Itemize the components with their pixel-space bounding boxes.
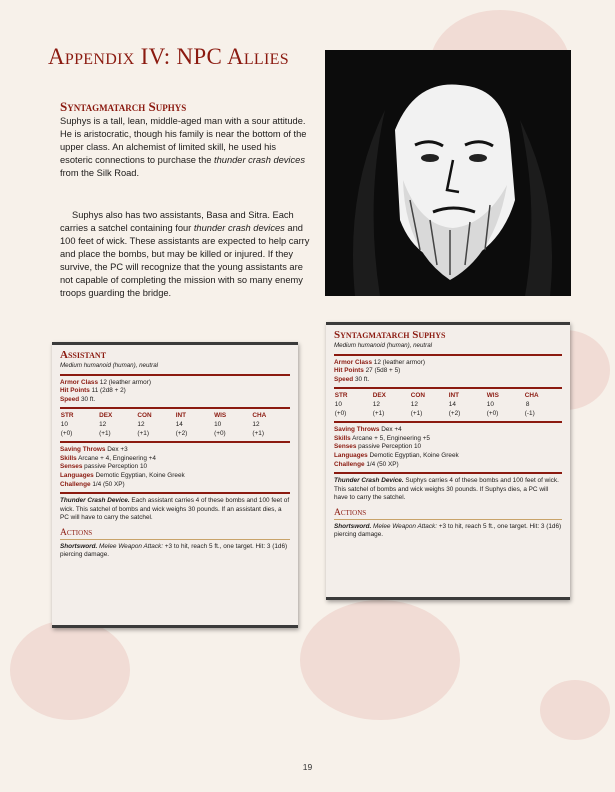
statblock-type: Medium humanoid (human), neutral <box>60 362 159 369</box>
actions-heading: Actions <box>60 529 290 540</box>
blood-stain-decoration <box>300 600 460 720</box>
section-title: Syntagmatarch Suphys <box>60 99 187 114</box>
speed: Speed 30 ft. <box>334 375 370 383</box>
hit-points: Hit Points 11 (2d8 + 2) <box>60 387 126 395</box>
suphys-portrait <box>325 50 571 296</box>
suphys-statblock <box>326 322 570 600</box>
trait-thunder-crash: Thunder Crash Device. Each assistant carries 4 of these bombs and 100 feet of wick. This satchel of bombs and wick weighs 30 pounds. If an assistant dies, a PC will have to carry the satchel. <box>60 497 290 522</box>
ability-scores: STR 10 (+0) DEX 12 (+1) CON 12 (+1) INT 14 (+2) WIS 10 (+0) CHA 8 (-1) <box>334 392 539 417</box>
divider <box>60 441 290 443</box>
senses: Senses passive Perception 10 <box>334 443 422 451</box>
divider <box>334 387 562 389</box>
divider <box>334 421 562 423</box>
blood-stain-decoration <box>10 620 130 720</box>
ability-scores: STR 10 (+0) DEX 12 (+1) CON 12 (+1) INT 14 (+2) WIS 10 (+0) CHA 12 (+1) <box>60 412 267 437</box>
skills: Skills Arcane + 4, Engineering +4 <box>60 454 156 462</box>
divider <box>60 492 290 494</box>
challenge: Challenge 1/4 (50 XP) <box>334 460 399 468</box>
skills: Skills Arcane + 5, Engineering +5 <box>334 434 430 442</box>
challenge: Challenge 1/4 (50 XP) <box>60 480 125 488</box>
actions-heading: Actions <box>334 509 562 520</box>
divider <box>60 407 290 409</box>
statblock-name: Syntagmatarch Suphys <box>334 329 446 341</box>
statblock-type: Medium humanoid (human), neutral <box>334 342 433 349</box>
action-shortsword: Shortsword. Melee Weapon Attack: +3 to hit, reach 5 ft., one target. Hit: 3 (1d6) piercing damage. <box>60 542 288 559</box>
divider <box>334 354 562 356</box>
trait-thunder-crash: Thunder Crash Device. Suphys carries 4 of these bombs and 100 feet of wick. This satchel of bombs and wick weighs 30 pounds. If Suphys dies, a PC will have to carry the satchel. <box>334 477 559 502</box>
page-title: Appendix IV: NPC Allies <box>48 44 289 69</box>
hit-points: Hit Points 27 (5d8 + 5) <box>334 367 401 375</box>
blood-stain-decoration <box>540 680 610 740</box>
languages: Languages Demotic Egyptian, Koine Greek <box>60 471 185 479</box>
speed: Speed 30 ft. <box>60 395 96 403</box>
saving-throws: Saving Throws Dex +4 <box>334 426 402 434</box>
saving-throws: Saving Throws Dex +3 <box>60 446 128 454</box>
armor-class: Armor Class 12 (leather armor) <box>60 378 151 386</box>
languages: Languages Demotic Egyptian, Koine Greek <box>334 451 459 459</box>
divider <box>60 374 290 376</box>
armor-class: Armor Class 12 (leather armor) <box>334 358 425 366</box>
action-shortsword: Shortsword. Melee Weapon Attack: +3 to hit, reach 5 ft., one target. Hit: 3 (1d6) piercing damage. <box>334 522 562 539</box>
statblock-name: Assistant <box>60 349 107 361</box>
portrait-illustration <box>325 50 571 296</box>
divider <box>334 472 562 474</box>
intro-paragraph-2: Suphys also has two assistants, Basa and Sitra. Each carries a satchel containing four thunder crash devices and 100 feet of wick. These assistants are expected to help carry and place the bombs, but may be killed or injured. If they survive, the PC will recognize that the young assistants are not capable of completing the mission with so many enemy troops guarding the bridge. <box>60 210 310 298</box>
assistant-statblock <box>52 342 298 628</box>
page-number: 19 <box>302 762 313 772</box>
senses: Senses passive Perception 10 <box>60 463 148 471</box>
intro-paragraph-1: Suphys is a tall, lean, middle-aged man with a sour attitude. He is aristocratic, though his family is near the bottom of the upper class. An alchemist of limited skill, he used his esoteric connections to purchase the thunder crash devices from the Silk Road. <box>60 116 307 178</box>
